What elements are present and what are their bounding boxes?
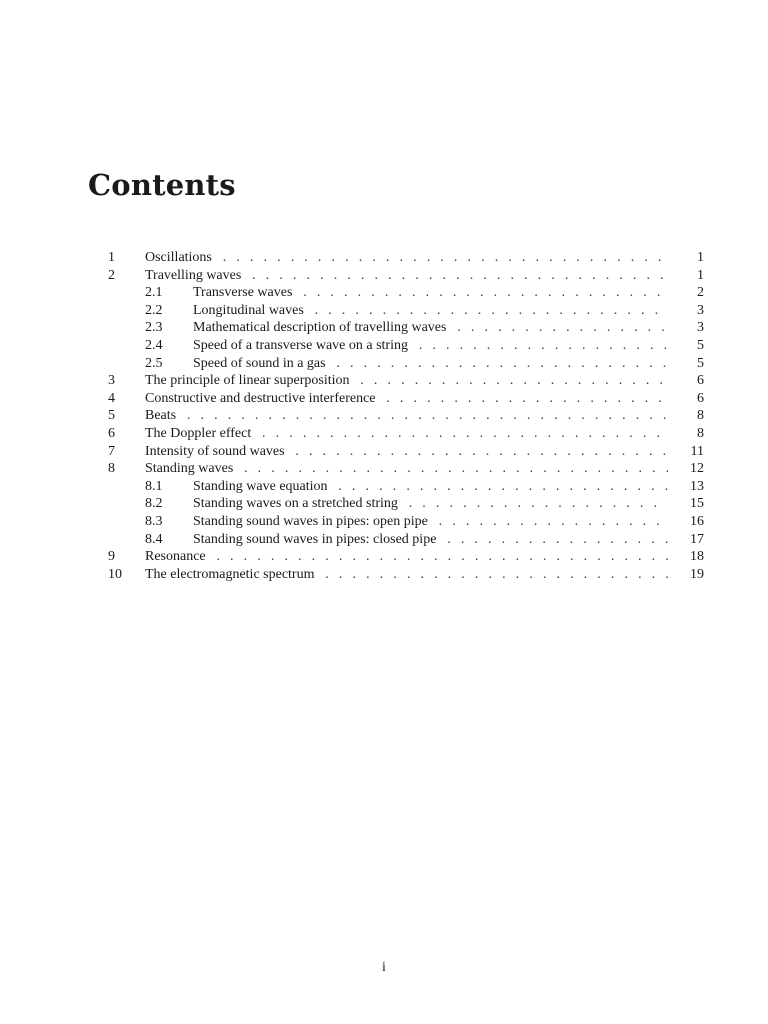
toc-entry[interactable] (108, 495, 704, 513)
toc-entry-leader (193, 355, 668, 373)
toc-entry[interactable] (108, 566, 704, 584)
toc-entry-number: 7 (108, 443, 115, 459)
toc-entry-number: 5 (108, 408, 115, 424)
toc-entry-page[interactable]: 3 (674, 319, 704, 337)
toc-entry-title[interactable]: Standing wave equation (193, 479, 332, 494)
toc-entry-number: 6 (108, 425, 115, 441)
toc-entry[interactable] (108, 478, 704, 496)
toc-entry-title[interactable]: Constructive and destructive interference (145, 391, 380, 406)
toc-entry-leader (193, 495, 668, 513)
toc-entry-number: 1 (108, 250, 115, 265)
toc-entry[interactable] (108, 267, 704, 285)
toc-entry-title[interactable]: Standing waves (145, 461, 237, 476)
toc-entry-leader (145, 548, 668, 566)
toc-entry-page[interactable]: 17 (674, 531, 704, 549)
toc-entry-title[interactable]: Standing sound waves in pipes: open pipe (193, 514, 432, 529)
toc-entry[interactable] (108, 390, 704, 408)
toc-entry-title[interactable]: The Doppler effect (145, 426, 255, 441)
toc-entry-leader (145, 390, 668, 408)
toc-entry-title[interactable]: The electromagnetic spectrum (145, 567, 318, 582)
toc-entry[interactable] (108, 284, 704, 302)
toc-entry-number: 8.4 (145, 531, 163, 547)
toc-entry[interactable] (108, 337, 704, 355)
toc-entry-title[interactable]: Beats (145, 408, 180, 423)
toc-entry-leader (193, 319, 668, 337)
toc-entry-page[interactable]: 6 (674, 372, 704, 390)
toc-entry[interactable] (108, 355, 704, 373)
toc-entry-title[interactable]: Transverse waves (193, 285, 296, 300)
toc-entry-page[interactable]: 8 (674, 407, 704, 425)
toc-entry[interactable] (108, 372, 704, 390)
toc-entry[interactable] (108, 531, 704, 549)
toc-entry-leader (145, 267, 668, 285)
toc-entry-page[interactable]: 11 (674, 443, 704, 461)
toc-entry-page[interactable]: 18 (674, 548, 704, 566)
toc-entry-leader (145, 460, 668, 478)
toc-entry-page[interactable]: 5 (674, 337, 704, 355)
toc-entry-title[interactable]: Mathematical description of travelling waves (193, 320, 450, 335)
toc-entry-number: 10 (108, 566, 122, 582)
toc-entry-number: 2.5 (145, 355, 163, 371)
table-of-contents (108, 249, 704, 583)
toc-entry-page[interactable]: 19 (674, 566, 704, 584)
toc-entry-number: 8 (108, 461, 115, 477)
toc-entry[interactable] (108, 319, 704, 337)
toc-entry-number: 4 (108, 390, 115, 406)
toc-entry-page[interactable]: 2 (674, 284, 704, 302)
toc-entry-title[interactable]: Intensity of sound waves (145, 444, 289, 459)
toc-entry-leader (193, 284, 668, 302)
toc-entry-page[interactable]: 1 (674, 267, 704, 285)
toc-entry-title[interactable]: Speed of a transverse wave on a string (193, 338, 412, 353)
toc-entry-number: 8.2 (145, 496, 163, 512)
toc-entry[interactable] (108, 513, 704, 531)
toc-entry-title[interactable]: Resonance (145, 549, 210, 564)
toc-entry-leader (193, 478, 668, 496)
toc-entry[interactable] (108, 460, 704, 478)
toc-entry-title[interactable]: Travelling waves (145, 268, 245, 283)
toc-entry-leader (145, 566, 668, 584)
toc-entry-title[interactable]: Standing waves on a stretched string (193, 496, 402, 511)
toc-entry-page[interactable]: 15 (674, 495, 704, 513)
toc-entry[interactable] (108, 302, 704, 320)
toc-entry-leader (145, 407, 668, 425)
toc-entry-number: 2.2 (145, 302, 163, 318)
page-title: Contents (88, 168, 236, 202)
toc-entry-title[interactable]: Standing sound waves in pipes: closed pipe (193, 532, 440, 547)
toc-entry-title[interactable]: Oscillations (145, 250, 216, 265)
toc-entry-leader (193, 531, 668, 549)
toc-entry-page[interactable]: 12 (674, 460, 704, 478)
toc-entry-number: 3 (108, 373, 115, 389)
toc-entry-page[interactable]: 3 (674, 302, 704, 320)
toc-entry[interactable] (108, 249, 704, 267)
toc-entry-page[interactable]: 1 (674, 249, 704, 267)
toc-entry-number: 9 (108, 549, 115, 565)
toc-entry-number: 2.4 (145, 337, 163, 353)
toc-entry-number: 2.1 (145, 285, 163, 301)
toc-entry-title[interactable]: Speed of sound in a gas (193, 356, 330, 371)
toc-entry-leader (145, 443, 668, 461)
toc-entry-leader (193, 337, 668, 355)
toc-entry[interactable] (108, 407, 704, 425)
toc-entry-page[interactable]: 8 (674, 425, 704, 443)
toc-entry-number: 2 (108, 267, 115, 283)
toc-entry-number: 8.1 (145, 478, 163, 494)
toc-entry-title[interactable]: The principle of linear superposition (145, 373, 354, 388)
toc-entry-leader (193, 513, 668, 531)
toc-entry-page[interactable]: 16 (674, 513, 704, 531)
page-number: i (382, 960, 386, 975)
toc-entry-page[interactable]: 5 (674, 355, 704, 373)
toc-entry-number: 2.3 (145, 320, 163, 336)
toc-entry[interactable] (108, 443, 704, 461)
toc-entry-page[interactable]: 13 (674, 478, 704, 496)
toc-entry-number: 8.3 (145, 513, 163, 529)
toc-entry-leader (145, 425, 668, 443)
toc-entry-leader (145, 249, 668, 267)
toc-entry-leader (193, 302, 668, 320)
toc-entry[interactable] (108, 425, 704, 443)
toc-entry-page[interactable]: 6 (674, 390, 704, 408)
toc-entry-title[interactable]: Longitudinal waves (193, 303, 308, 318)
toc-entry-leader (145, 372, 668, 390)
toc-entry[interactable] (108, 548, 704, 566)
